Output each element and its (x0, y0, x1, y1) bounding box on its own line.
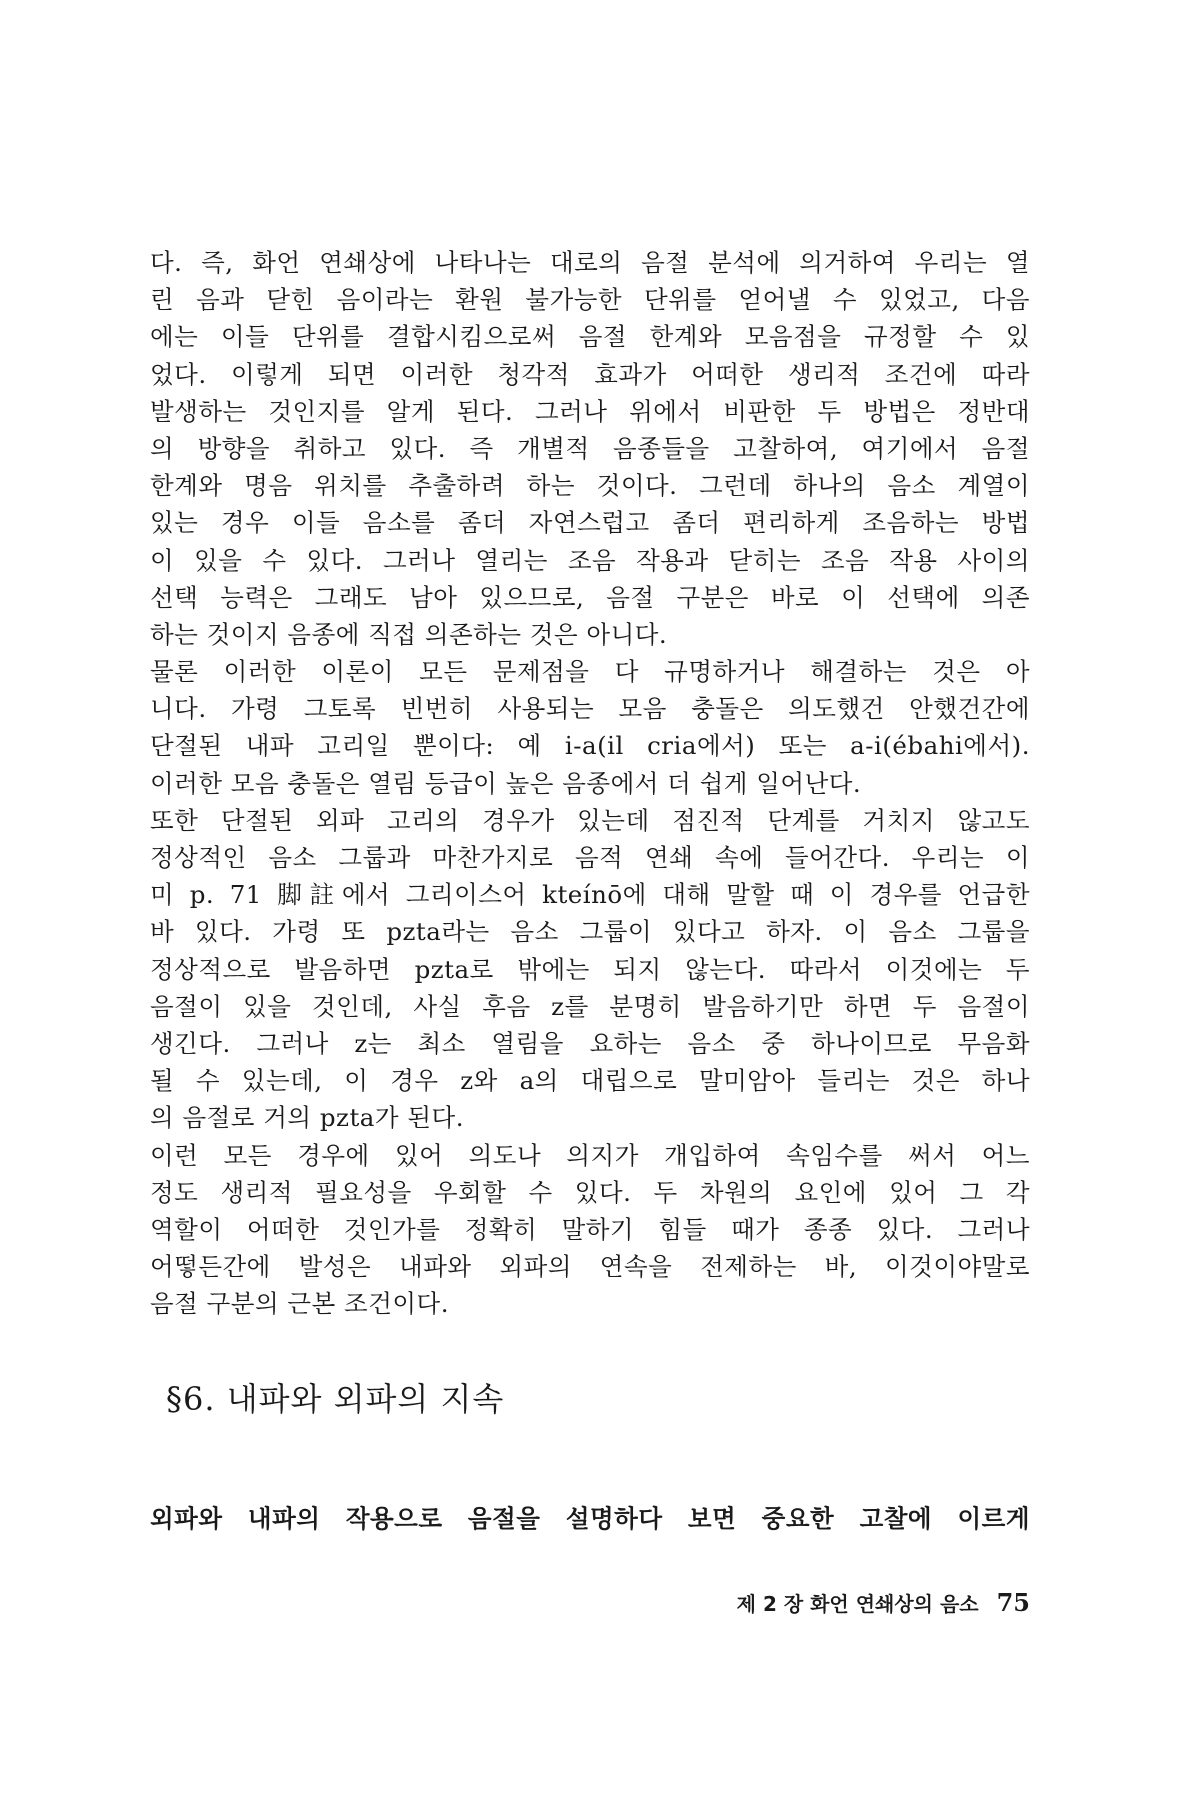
body-line: 어떻든간에 발성은 내파와 외파의 연속을 전제하는 바, 이것이야말로 (150, 1252, 1030, 1282)
body-line: 의 음절로 거의 pzta가 된다. (150, 1103, 464, 1133)
body-line: 정상적으로 발음하면 pzta로 밖에는 되지 않는다. 따라서 이것에는 두 (150, 954, 1030, 984)
body-line: 정도 생리적 필요성을 우회할 수 있다. 두 차원의 요인에 있어 그 각 (150, 1177, 1030, 1207)
running-footer (737, 1588, 1030, 1619)
body-line: 한계와 명음 위치를 추출하려 하는 것이다. 그런데 하나의 음소 계열이 (150, 471, 1030, 501)
body-line: 발생하는 것인지를 알게 된다. 그러나 위에서 비판한 두 방법은 정반대 (150, 396, 1030, 426)
body-line: 린 음과 닫힌 음이라는 환원 불가능한 단위를 얻어낼 수 있었고, 다음 (150, 285, 1030, 315)
body-line: 있는 경우 이들 음소를 좀더 자연스럽고 좀더 편리하게 조음하는 방법 (150, 508, 1030, 538)
body-line: 이런 모든 경우에 있어 의도나 의지가 개입하여 속임수를 써서 어느 (150, 1140, 1030, 1170)
chapter-title: 제 2 장 화언 연쇄상의 음소 (736, 1592, 979, 1616)
body-line: 에는 이들 단위를 결합시킴으로써 음절 한계와 모음점을 규정할 수 있 (150, 322, 1030, 352)
body-line: 생긴다. 그러나 z는 최소 열림을 요하는 음소 중 하나이므로 무음화 (150, 1028, 1030, 1058)
body-line: 바 있다. 가령 또 pzta라는 음소 그룹이 있다고 하자. 이 음소 그룹을 (150, 917, 1030, 947)
body-line: 다. 즉, 화언 연쇄상에 나타나는 대로의 음절 분석에 의거하여 우리는 열 (150, 248, 1030, 277)
section-lead-line: 외파와 내파의 작용으로 음절을 설명하다 보면 중요한 고찰에 이르게 (150, 1504, 1030, 1533)
body-line: 될 수 있는데, 이 경우 z와 a의 대립으로 말미암아 들리는 것은 하나 (150, 1066, 1030, 1096)
body-line: 의 방향을 취하고 있다. 즉 개별적 음종들을 고찰하여, 여기에서 음절 (150, 433, 1030, 463)
body-line: 단절된 내파 고리일 뿐이다: 예 i-a(il cria에서) 또는 a-i(ébahi에서). (150, 731, 1030, 761)
body-line: 미 p. 71 脚註에서 그리이스어 kteínō에 대해 말할 때 이 경우를 언급한 (150, 880, 1030, 910)
body-line: 선택 능력은 그래도 남아 있으므로, 음절 구분은 바로 이 선택에 의존 (150, 582, 1030, 612)
body-text (150, 244, 1030, 1322)
body-line: 역할이 어떠한 것인가를 정확히 말하기 힘들 때가 종종 있다. 그러나 (150, 1214, 1030, 1244)
body-line: 음절 구분의 근본 조건이다. (150, 1289, 449, 1319)
body-line: 물론 이러한 이론이 모든 문제점을 다 규명하거나 해결하는 것은 아 (150, 657, 1030, 687)
body-line: 이러한 모음 충돌은 열림 등급이 높은 음종에서 더 쉽게 일어난다. (150, 768, 862, 798)
body-line: 었다. 이렇게 되면 이러한 청각적 효과가 어떠한 생리적 조건에 따라 (150, 359, 1030, 389)
body-line: 정상적인 음소 그룹과 마찬가지로 음적 연쇄 속에 들어간다. 우리는 이 (150, 843, 1030, 872)
section-heading: §6. 내파와 외파의 지속 (166, 1380, 505, 1418)
body-line: 음절이 있을 것인데, 사실 후음 z를 분명히 발음하기만 하면 두 음절이 (150, 991, 1030, 1021)
body-line: 또한 단절된 외파 고리의 경우가 있는데 점진적 단계를 거치지 않고도 (150, 805, 1030, 835)
body-line: 이 있을 수 있다. 그러나 열리는 조음 작용과 닫히는 조음 작용 사이의 (150, 545, 1030, 575)
body-line: 하는 것이지 음종에 직접 의존하는 것은 아니다. (150, 619, 668, 649)
body-line: 니다. 가령 그토록 빈번히 사용되는 모음 충돌은 의도했건 안했건간에 (150, 694, 1030, 724)
page-number: 75 (996, 1588, 1030, 1617)
